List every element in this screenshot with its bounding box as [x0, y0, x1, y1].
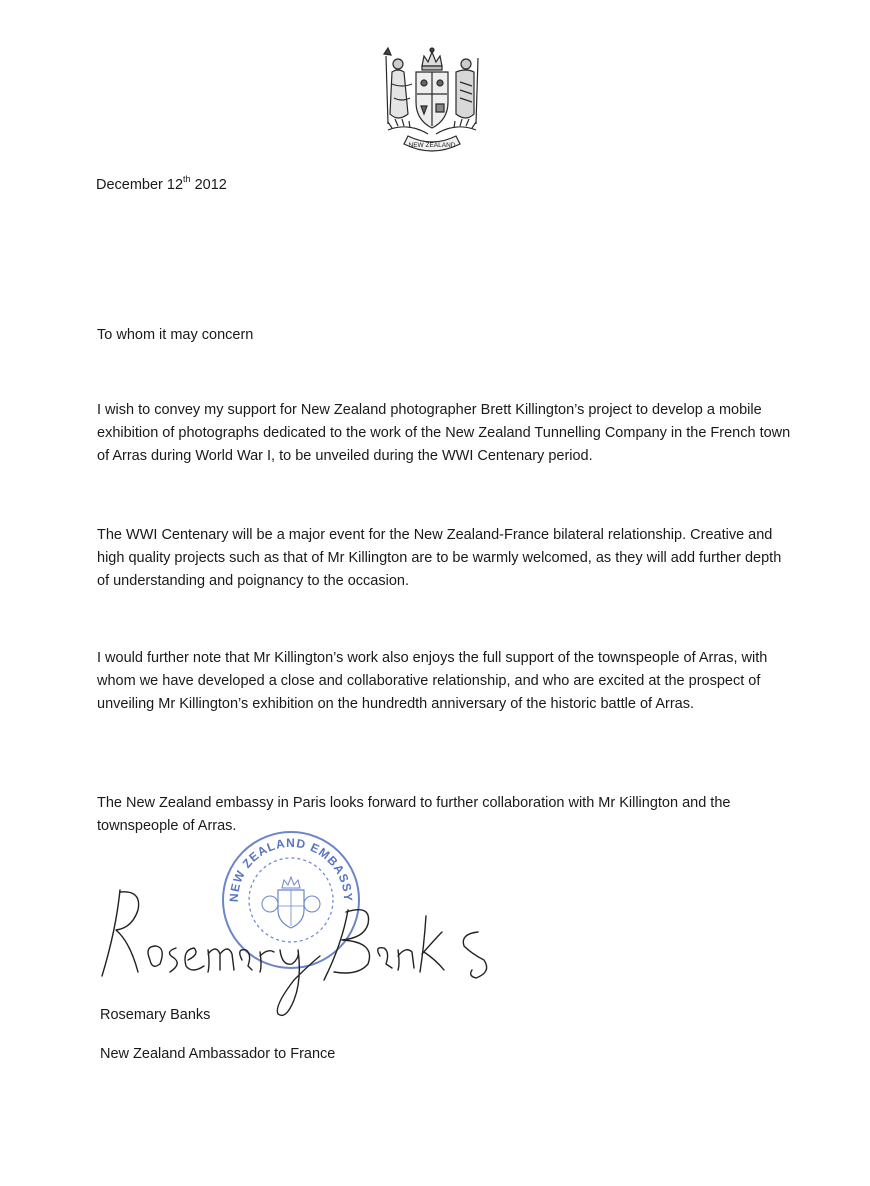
signatory-name: Rosemary Banks	[100, 1007, 211, 1023]
letter-date	[96, 174, 227, 197]
paragraph-1: I wish to convey my support for New Zealand photographer Brett Killington’s project to develop a mobile exhibition of photographs dedicated to the work of the New Zealand Tunnelling Company in the French town of Arras during World War I, to be unveiled during the WWI Centenary period.	[97, 402, 791, 464]
crest-banner-text: NEW ZEALAND	[408, 142, 456, 149]
salutation: To whom it may concern	[97, 327, 254, 343]
signatory-title: New Zealand Ambassador to France	[100, 1046, 336, 1062]
paragraph-2: The WWI Centenary will be a major event for the New Zealand-France bilateral relationship. Creative and high quality projects such as that of Mr Killington are to be warmly welcomed, as they will add further depth of understanding and poignancy to the occasion.	[97, 527, 782, 589]
date-suffix: th	[183, 174, 191, 185]
date-day: December 12	[96, 177, 184, 193]
stamp-text: NEW ZEALAND EMBASSY	[226, 835, 356, 903]
paragraph-4: The New Zealand embassy in Paris looks forward to further collaboration with Mr Killington and the townspeople of Arras.	[97, 795, 731, 834]
paragraph-3: I would further note that Mr Killington’s work also enjoys the full support of the townspeople of Arras, with whom we have developed a close and collaborative relationship, and who are excited at the prospect of unveiling Mr Killington’s exhibition on the hundredth anniversary of the historic battle of Arras.	[97, 650, 768, 712]
date-year: 2012	[190, 177, 227, 193]
coat-of-arms-icon	[368, 44, 496, 158]
